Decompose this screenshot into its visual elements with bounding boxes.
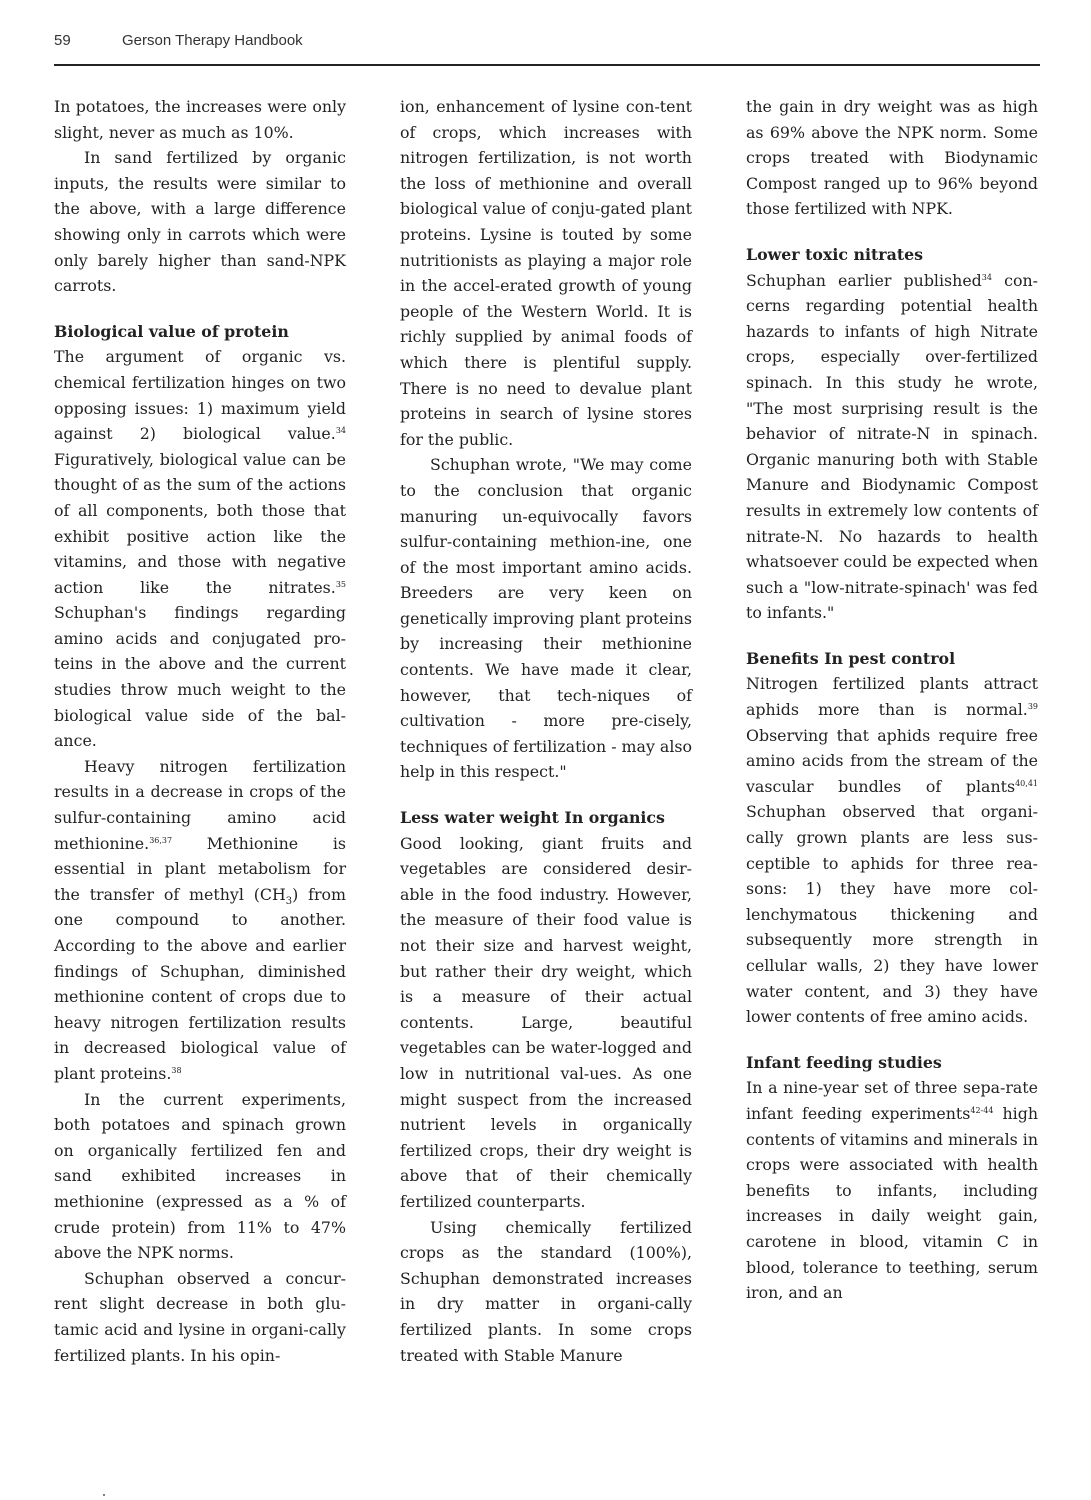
footnote-ref: 34 bbox=[335, 426, 346, 436]
paragraph: the gain in dry weight was as high as 69% above the NPK norm. Some crops treated with Biodynamic Compost ranged up to 96% beyond those fertilized with NPK. bbox=[746, 97, 1038, 219]
book-title: Gerson Therapy Handbook bbox=[122, 32, 303, 49]
paragraph: In a nine-year set of three sepa-rate infant feeding experiments$^{42-44}$ high contents of vitamins and minerals in crops were associated with health benefits to infants, including increases in daily weight gain, carotene in blood, vitamin C in blood, tolerance to teething, serum iron, and an bbox=[746, 1078, 1038, 1303]
footnote-ref: 42-44 bbox=[970, 1105, 994, 1115]
paragraph: In potatoes, the increases were only slight, never as much as 10%. bbox=[54, 97, 346, 142]
footnote-ref: 35 bbox=[335, 579, 346, 589]
paragraph: Schuphan earlier published$^{34}$ con-cerns regarding potential health hazards to infants of high Nitrate crops, especially over-fertilized spinach. In this study he wrote, "The most surprising result is the behavior of nitrate-N in spinach. Organic manuring both with Stable Manure and Biodynamic Compost results in extremely low contents of nitrate-N. No hazards to health whatsoever could be expected when such a "low-nitrate-spinach' was fed to infants." bbox=[746, 270, 1038, 623]
paragraph: Nitrogen fertilized plants attract aphids more than is normal.$^{39}$ Observing that aphids require free amino acids from the stream of the vascular bundles of plants$^{40,41}$ Schuphan observed that organi-cally grown plants are less sus-ceptible to aphids for three rea-sons: 1) they have more col-lenchymatous thickening and subsequently more strength in cellular walls, 2) they have lower water content, and 3) they have lower contents of free amino acids. bbox=[746, 674, 1038, 1027]
heading-water-weight: Less water weight In organics bbox=[400, 808, 665, 828]
paragraph: ion, enhancement of lysine con-tent of crops, which increases with nitrogen fertilization, is not worth the loss of methionine and overall biological value of conju-gated plant proteins. Lysine is touted by some nutritionists as playing a major role in the accel-erated growth of young people of the Western World. It is richly supplied by animal foods of which there is plentiful supply. There is no need to devalue plant proteins in search of lysine stores for the public. bbox=[400, 97, 692, 449]
footnote-ref: 38 bbox=[171, 1065, 182, 1075]
footnote-ref: 36,37 bbox=[149, 835, 173, 845]
paragraph: Good looking, giant fruits and vegetables are considered desir-able in the food industry. However, the measure of their food value is not their size and harvest weight, but rather their dry weight, which is a measure of their actual contents. Large, beautiful vegetables can be water-logged and low in nutritional val-ues. As one might suspect from the increased nutrient levels in organically fertilized crops, their dry weight is above that of their chemically fertilized counterparts. bbox=[400, 833, 692, 1211]
paragraph: Heavy nitrogen fertilization results in a decrease in crops of the sulfur-containing amino acid methionine.$^{36,37}$ Methionine is essential in plant metabolism for the transfer of methyl $(CH_3)$ from one compound to another. According to the above and earlier findings of Schuphan, diminished methionine content of crops due to heavy nitrogen fertilization results in decreased biological value of plant proteins.$^{38}$ bbox=[54, 756, 347, 1083]
column-1 bbox=[54, 94, 346, 1368]
paragraph: In the current experiments, both potatoes and spinach grown on organically fertilized fen and sand exhibited increases in methionine (expressed as a % of crude protein) from 11% to 47% above the NPK norms. bbox=[54, 1089, 346, 1263]
footnote-ref: 40,41 bbox=[1015, 778, 1038, 788]
scan-speck bbox=[103, 1494, 105, 1496]
footnote-ref: 39 bbox=[1027, 702, 1038, 712]
page-header bbox=[54, 30, 1040, 66]
paragraph: Schuphan observed a concur-rent slight decrease in both glu-tamic acid and lysine in organi-cally fertilized plants. In his opin- bbox=[54, 1268, 346, 1365]
heading-infant-feeding: Infant feeding studies bbox=[746, 1052, 942, 1072]
column-3 bbox=[746, 94, 1038, 1306]
paragraph: Using chemically fertilized crops as the standard (100%), Schuphan demonstrated increases in dry matter in organi-cally fertilized plants. In some crops treated with Stable Manure bbox=[400, 1217, 692, 1365]
paragraph: In sand fertilized by organic inputs, the results were similar to the above, with a large difference showing only in carrots which were only barely higher than sand-NPK carrots. bbox=[54, 148, 346, 296]
column-2 bbox=[400, 94, 692, 1368]
heading-pest-control: Benefits In pest control bbox=[746, 648, 956, 668]
footnote-ref: 34 bbox=[981, 272, 992, 282]
page-number: 59 bbox=[54, 32, 71, 49]
paragraph: Schuphan wrote, "We may come to the conclusion that organic manuring un-equivocally favors sulfur-containing methion-ine, one of the most important amino acids. Breeders are very keen on genetically improving plant proteins by increasing their methionine contents. We have made it clear, however, that tech-niques of cultivation - more pre-cisely, techniques of fertilization - may also help in this respect." bbox=[400, 455, 692, 782]
heading-toxic-nitrates: Lower toxic nitrates bbox=[746, 244, 924, 264]
heading-biological-value: Biological value of protein bbox=[54, 321, 289, 341]
paragraph: The argument of organic vs. chemical fertilization hinges on two opposing issues: 1) maximum yield against 2) biological value.$^{34}$ Figuratively, biological value can be thought of as the sum of the actions of all components, both those that exhibit positive action like the vitamins, and those with negative action like the nitrates.$^{35}$ Schuphan's findings regarding amino acids and conjugated pro-teins in the above and the current studies throw much weight to the biological value side of the bal-ance. bbox=[54, 347, 346, 751]
